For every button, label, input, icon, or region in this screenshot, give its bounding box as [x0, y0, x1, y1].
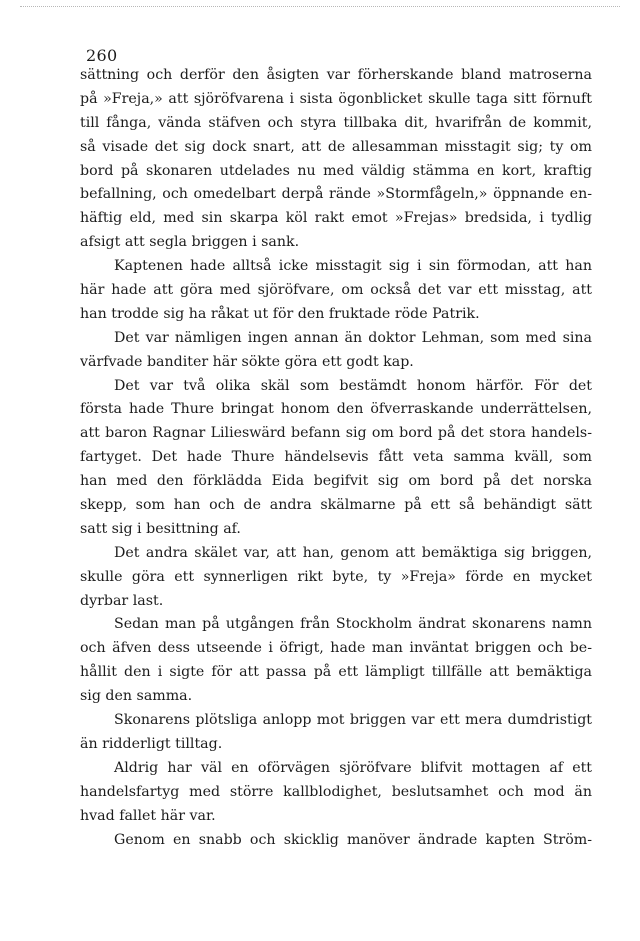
text-line: värfvade banditer här sökte göra ett godt kap. [80, 353, 414, 370]
text-line: Kaptenen hade alltså icke misstagit sig i sin förmodan, att han [114, 258, 592, 275]
text-line: handelsfartyg med större kallblodighet, beslutsamhet och mod än [80, 783, 592, 800]
text-line: Det var två olika skäl som bestämdt honom härför. För det [114, 377, 592, 394]
text-line: sättning och derför den åsigten var förherskande bland matroserna [80, 67, 592, 83]
text-line: Skonarens plötsliga anlopp mot briggen var ett mera dumdristigt [114, 712, 592, 729]
text-line: han med den förklädda Eida begifvit sig om bord på det norska [80, 473, 592, 490]
text-line: sig den samma. [80, 688, 193, 705]
text-line: Genom en snabb och skicklig manöver ändrade kapten Ström- [114, 831, 592, 848]
page-number: 260 [86, 46, 118, 65]
text-line: han trodde sig ha råkat ut för den fruktade röde Patrik. [80, 305, 480, 322]
text-line: hvad fallet här var. [80, 807, 216, 824]
text-line: här hade att göra med sjöröfvare, om också det var ett misstag, att [80, 282, 592, 299]
text-line: skepp, som han och de andra skälmarne på ett så behändigt sätt [80, 497, 592, 514]
text-line: på »Freja,» att sjöröfvarena i sista ögonblicket skulle taga sitt förnuft [80, 90, 592, 107]
text-line: skulle göra ett synnerligen rikt byte, ty »Freja» förde en mycket [80, 568, 592, 585]
text-line: att baron Ragnar Lilieswärd befann sig om bord på det stora handels- [80, 425, 592, 442]
text-line: än ridderligt tilltag. [80, 735, 223, 752]
text-line: fartyget. Det hade Thure händelsevis fått veta samma kväll, som [80, 449, 592, 466]
text-line: Det var nämligen ingen annan än doktor Lehman, som med sina [114, 329, 592, 346]
page-top-edge [20, 6, 620, 9]
text-line: satt sig i besittning af. [80, 520, 241, 537]
text-line: häftig eld, med sin skarpa köl rakt emot »Frejas» bredsida, i tydlig [80, 210, 592, 227]
text-line: Sedan man på utgången från Stockholm ändrat skonarens namn [114, 616, 592, 633]
text-line: första hade Thure bringat honom den öfverraskande underrättelsen, [80, 401, 592, 418]
text-line: Aldrig har väl en oförvägen sjöröfvare blifvit mottagen af ett [114, 759, 592, 776]
text-line: Det andra skälet var, att han, genom att bemäktiga sig briggen, [114, 544, 592, 561]
text-line: så visade det sig dock snart, att de allesamman misstagit sig; ty om [80, 138, 592, 155]
text-line: afsigt att segla briggen i sank. [80, 234, 300, 251]
text-line: bord på skonaren utdelades nu med väldig stämma en kort, kraftig [80, 162, 592, 179]
text-line: hållit den i sigte för att passa på ett lämpligt tillfälle att bemäktiga [80, 664, 592, 681]
text-line: till fånga, vända stäfven och styra tillbaka dit, hvarifrån de kommit, [80, 114, 592, 131]
body-text [80, 64, 592, 852]
text-line: befallning, och omedelbart derpå rände »Stormfågeln,» öppnande en- [80, 186, 592, 203]
text-line: dyrbar last. [80, 592, 164, 609]
text-line: och äfven dess utseende i öfrigt, hade man inväntat briggen och be- [80, 640, 592, 657]
